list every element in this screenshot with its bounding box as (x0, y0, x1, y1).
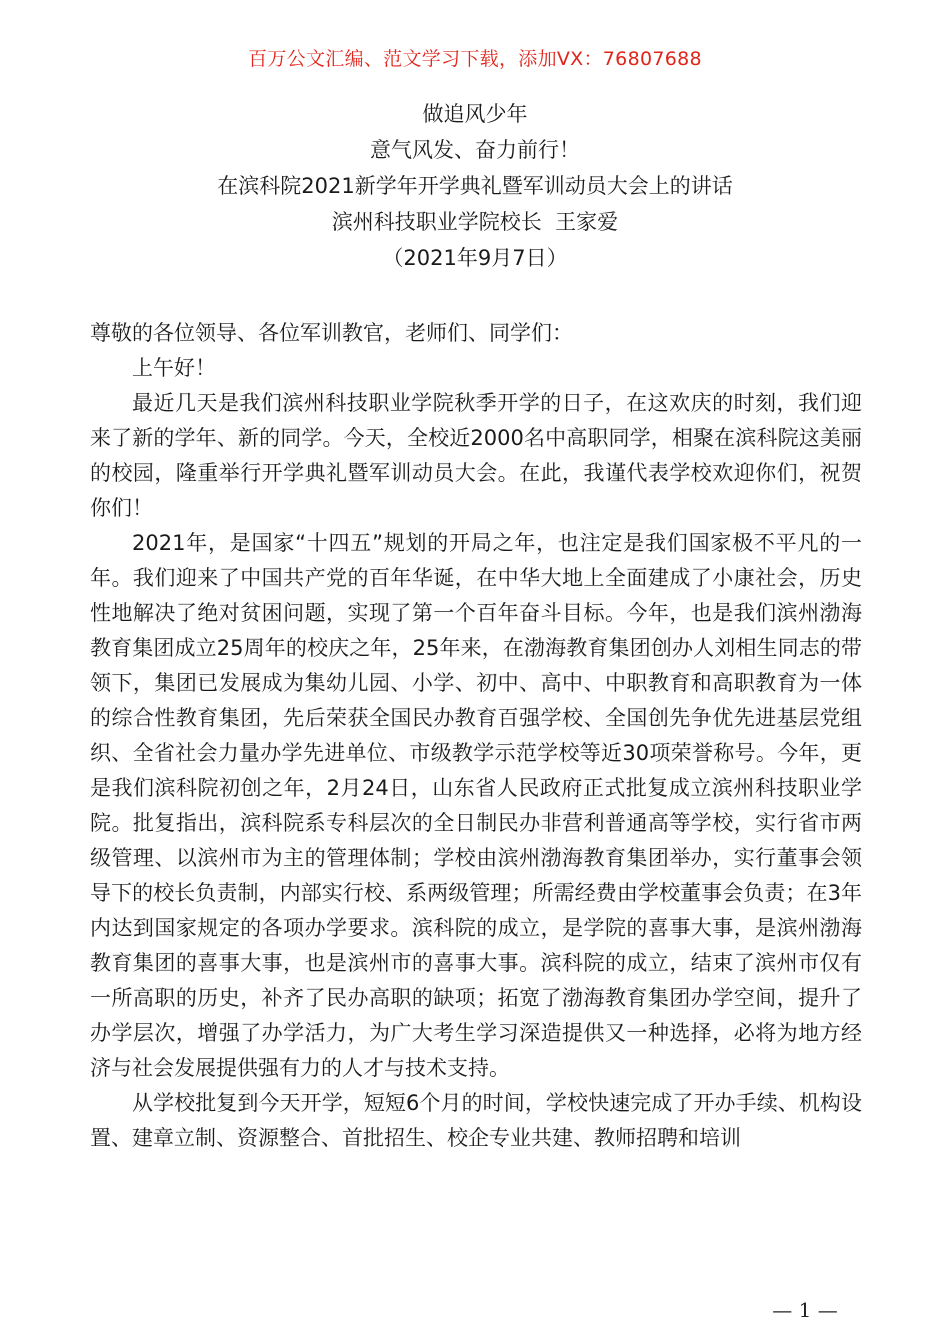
header-banner: 百万公文汇编、范文学习下载，添加VX：76807688 (248, 48, 702, 70)
paragraph-progress: 从学校批复到今天开学，短短6个月的时间，学校快速完成了开办手续、机构设置、建章立制、资源整合、首批招生、校企专业共建、教师招聘和培训 (90, 1091, 862, 1150)
speech-date: （2021年9月7日） (382, 246, 568, 270)
speech-title-sub: 意气风发、奋力前行！ (370, 138, 580, 162)
speech-title-main: 做追风少年 (422, 102, 528, 126)
title-block (0, 96, 950, 276)
page-number: — 1 — (772, 1298, 838, 1322)
paragraph-greeting: 上午好！ (132, 356, 216, 380)
salutation: 尊敬的各位领导、各位军训教官，老师们、同学们： (90, 321, 573, 345)
paragraph-2021-review: 2021年，是国家“十四五”规划的开局之年，也注定是我们国家极不平凡的一年。我们迎来了中国共产党的百年华诞，在中华大地上全面建成了小康社会，历史性地解决了绝对贫困问题，实现了第一个百年奋斗目标。今年，也是我们滨州渤海教育集团成立25周年的校庆之年，25年来，在渤海教育集团创办人刘相生同志的带领下，集团已发展成为集幼儿园、小学、初中、高中、中职教育和高职教育为一体的综合性教育集团，先后荣获全国民办教育百强学校、全国创先争优先进基层党组织、全省社会力量办学先进单位、市级教学示范学校等近30项荣誉称号。今年，更是我们滨科院初创之年，2月24日，山东省人民政府正式批复成立滨州科技职业学院。批复指出，滨科院系专科层次的全日制民办非营利普通高等学校，实行省市两级管理、以滨州市为主的管理体制；学校由滨州渤海教育集团举办，实行董事会领导下的校长负责制，内部实行校、系两级管理；所需经费由学校董事会负责；在3年内达到国家规定的各项办学要求。滨科院的成立，是学院的喜事大事，是滨州渤海教育集团的喜事大事，也是滨州市的喜事大事。滨科院的成立，结束了滨州市仅有一所高职的历史，补齐了民办高职的缺项；拓宽了渤海教育集团办学空间，提升了办学层次，增强了办学活力，为广大考生学习深造提供又一种选择，必将为地方经济与社会发展提供强有力的人才与技术支持。 (90, 531, 862, 1080)
speech-occasion: 在滨科院2021新学年开学典礼暨军训动员大会上的讲话 (217, 174, 733, 198)
paragraph-opening: 最近几天是我们滨州科技职业学院秋季开学的日子，在这欢庆的时刻，我们迎来了新的学年、新的同学。今天，全校近2000名中高职同学，相聚在滨科院这美丽的校园，隆重举行开学典礼暨军训动员大会。在此，我谨代表学校欢迎你们，祝贺你们！ (90, 391, 862, 520)
speech-body (90, 316, 862, 1156)
speaker-line: 滨州科技职业学院校长 王家爱 (331, 210, 619, 234)
